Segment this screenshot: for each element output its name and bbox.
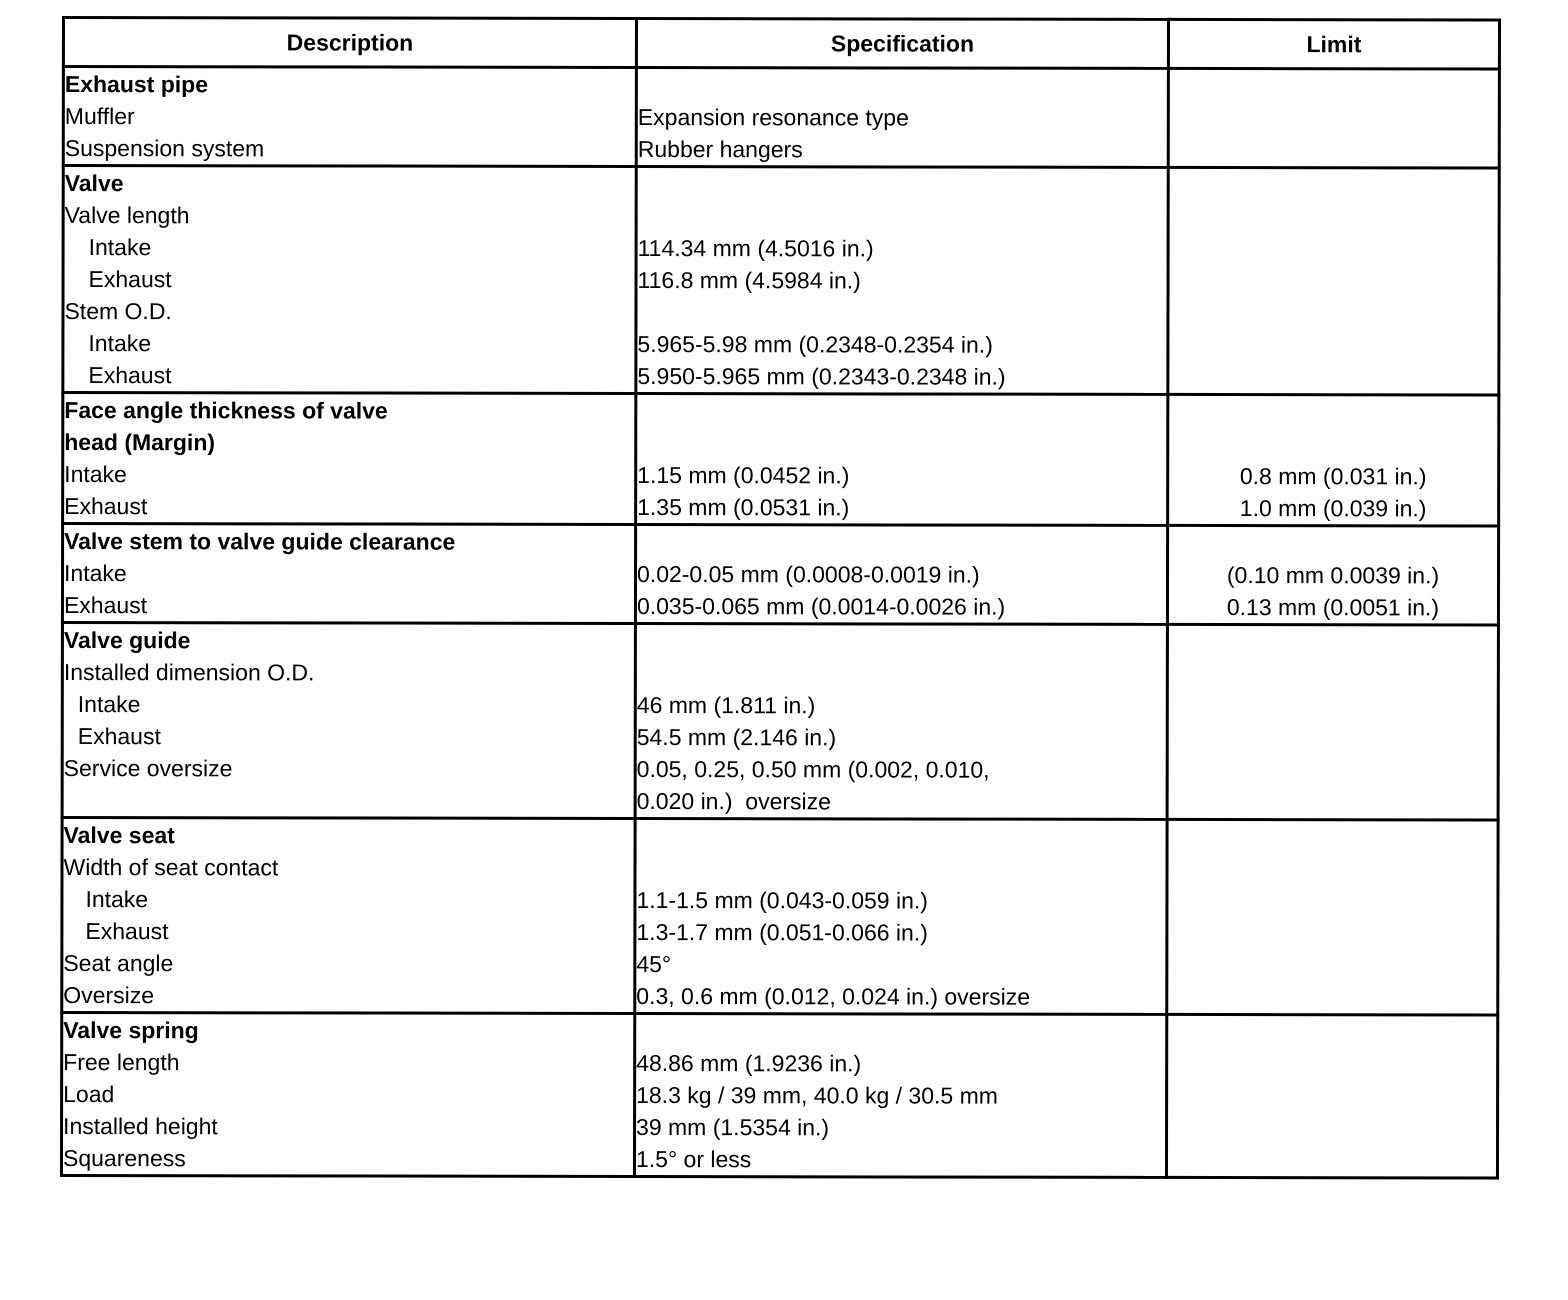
description-cell	[62, 818, 635, 1014]
spec-line: 18.3 kg / 39 mm, 40.0 kg / 30.5 mm	[636, 1082, 998, 1109]
section-title: Valve seat	[63, 822, 175, 849]
specification-cell	[636, 394, 1168, 526]
spec-line: 114.34 mm (4.5016 in.)	[637, 235, 874, 262]
table-row	[63, 393, 1499, 527]
spec-line: 1.15 mm (0.0452 in.)	[637, 462, 850, 489]
description-line: Muffler	[64, 103, 135, 130]
spec-line: Rubber hangers	[637, 136, 803, 163]
description-line: Exhaust	[64, 493, 148, 520]
description-line: Seat angle	[63, 950, 174, 977]
description-line: Intake	[88, 330, 152, 357]
spec-line	[636, 852, 1165, 885]
specification-cell	[634, 1014, 1166, 1178]
spec-line: 5.950-5.965 mm (0.2343-0.2348 in.)	[637, 363, 1006, 390]
description-line: Intake	[77, 691, 141, 718]
description-line: Free length	[63, 1049, 180, 1076]
spec-line	[637, 296, 1166, 329]
description-line: Oversize	[63, 982, 155, 1009]
header-row	[63, 18, 1499, 70]
specification-cell	[635, 624, 1167, 820]
section-title: Valve guide	[63, 627, 191, 654]
description-cell	[63, 393, 636, 525]
table-row	[63, 67, 1499, 169]
limit-line: (0.10 mm 0.0039 in.)	[1226, 562, 1440, 589]
spec-line: Expansion resonance type	[637, 104, 909, 131]
spec-line: 0.3, 0.6 mm (0.012, 0.024 in.) oversize	[636, 983, 1031, 1010]
limit-cell	[1167, 624, 1498, 820]
spec-line: 46 mm (1.811 in.)	[636, 692, 816, 719]
spec-line	[636, 1015, 1165, 1048]
description-line: Installed height	[63, 1113, 218, 1140]
spec-line: 5.965-5.98 mm (0.2348-0.2354 in.)	[637, 331, 993, 358]
description-cell	[62, 623, 635, 819]
limit-cell	[1168, 394, 1499, 526]
specification-cell	[635, 525, 1167, 625]
description-cell	[61, 1013, 634, 1177]
spec-line	[637, 526, 1166, 559]
spec-line	[637, 395, 1166, 428]
spec-line	[637, 427, 1166, 460]
description-line: Exhaust	[88, 266, 172, 293]
spec-line: 116.8 mm (4.5984 in.)	[637, 267, 861, 294]
spec-line: 1.1-1.5 mm (0.043-0.059 in.)	[636, 887, 928, 914]
description-line: Intake	[64, 461, 127, 488]
description-line: Exhaust	[77, 723, 161, 750]
limit-cell	[1168, 68, 1499, 168]
description-line: Intake	[88, 234, 152, 261]
header-description: Description	[63, 18, 636, 68]
table-row	[62, 623, 1498, 821]
spec-line: 39 mm (1.5354 in.)	[636, 1114, 830, 1141]
description-line: Load	[63, 1081, 115, 1108]
spec-line: 0.020 in.) oversize	[636, 788, 831, 815]
spec-line	[638, 69, 1167, 102]
section-title: Exhaust pipe	[64, 71, 209, 98]
spec-line	[637, 820, 1166, 853]
description-line: Intake	[85, 886, 149, 913]
section-title: Valve stem to valve guide clearance	[64, 528, 456, 555]
spec-line	[637, 625, 1166, 658]
spec-line: 0.035-0.065 mm (0.0014-0.0026 in.)	[636, 593, 1006, 620]
table-row	[62, 818, 1498, 1016]
section-title: Valve spring	[63, 1017, 199, 1044]
limit-cell	[1166, 1014, 1497, 1178]
table-row	[63, 166, 1499, 396]
header-limit: Limit	[1168, 19, 1499, 69]
spec-table	[60, 16, 1501, 1180]
header-specification: Specification	[636, 19, 1168, 69]
description-line: Service oversize	[63, 755, 233, 782]
spec-line: 54.5 mm (2.146 in.)	[636, 724, 837, 751]
spec-line: 1.5° or less	[635, 1146, 752, 1173]
spec-line: 0.02-0.05 mm (0.0008-0.0019 in.)	[637, 561, 980, 588]
description-line: Exhaust	[63, 592, 148, 619]
description-line: Squareness	[62, 1145, 186, 1172]
section-title: head (Margin)	[64, 429, 216, 456]
description-line: Width of seat contact	[63, 854, 279, 881]
description-line: Exhaust	[88, 362, 172, 389]
spec-line: 45°	[636, 951, 672, 978]
description-line: Installed dimension O.D.	[63, 659, 315, 686]
limit-cell	[1168, 167, 1499, 395]
spec-line: 0.05, 0.25, 0.50 mm (0.002, 0.010,	[636, 756, 990, 783]
spec-line	[637, 657, 1166, 690]
specification-cell	[635, 819, 1167, 1015]
specification-cell	[636, 68, 1168, 168]
description-line: Intake	[64, 560, 127, 587]
description-line: Valve length	[64, 202, 190, 229]
limit-line	[1169, 527, 1497, 560]
description-line: Stem O.D.	[64, 298, 172, 325]
section-title: Face angle thickness of valve	[64, 397, 388, 424]
description-cell	[63, 67, 636, 167]
spec-line: 1.3-1.7 mm (0.051-0.066 in.)	[636, 919, 928, 946]
limit-line: 0.8 mm (0.031 in.)	[1239, 463, 1427, 490]
specification-cell	[636, 167, 1168, 395]
limit-cell	[1167, 819, 1498, 1015]
table-row	[62, 524, 1498, 626]
description-line: Exhaust	[85, 918, 169, 945]
spec-line: 1.35 mm (0.0531 in.)	[637, 494, 850, 521]
section-title: Valve	[64, 170, 124, 197]
limit-line: 1.0 mm (0.039 in.)	[1239, 495, 1427, 522]
spec-line	[638, 200, 1167, 233]
limit-line: 0.13 mm (0.0051 in.)	[1226, 594, 1440, 621]
spec-line: 48.86 mm (1.9236 in.)	[636, 1050, 862, 1077]
spec-line	[638, 168, 1167, 201]
description-cell	[62, 524, 635, 624]
limit-cell	[1167, 525, 1498, 625]
description-cell	[63, 166, 636, 394]
table-row	[61, 1013, 1497, 1179]
description-line: Suspension system	[64, 135, 265, 162]
limit-line	[1169, 428, 1497, 461]
limit-line	[1169, 396, 1497, 429]
